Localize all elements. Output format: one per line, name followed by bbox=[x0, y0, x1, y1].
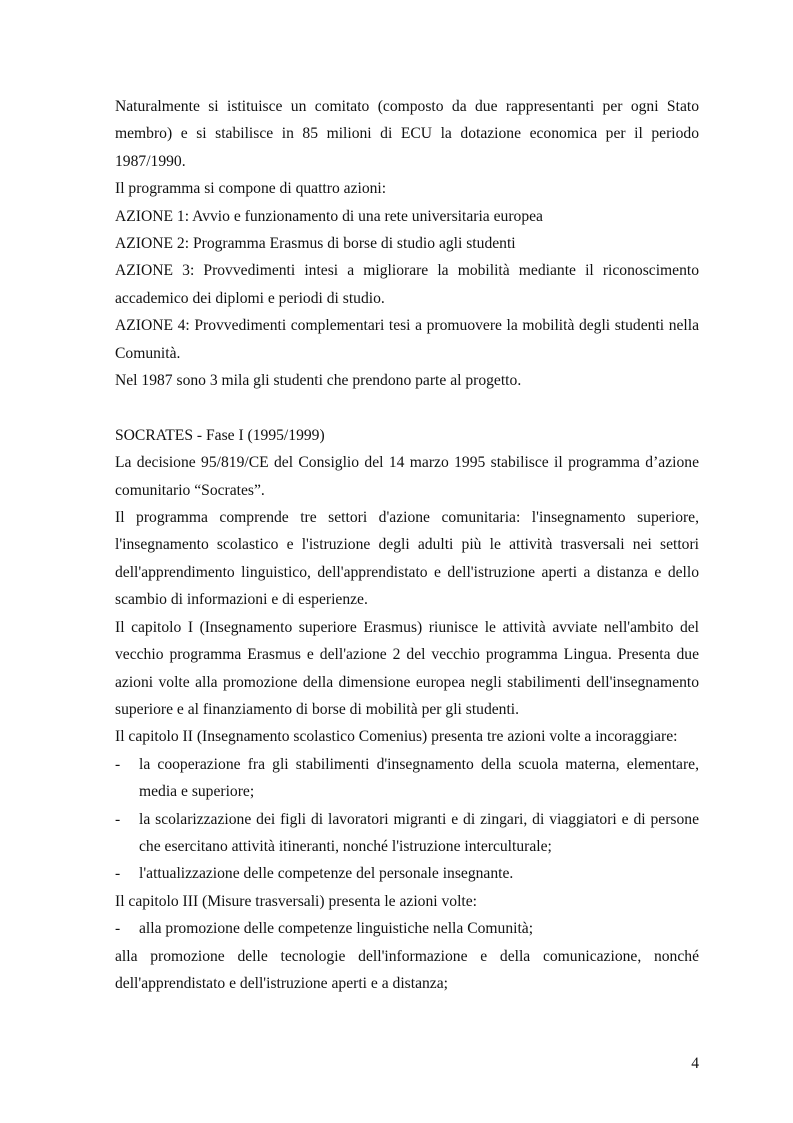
paragraph-studenti-1987: Nel 1987 sono 3 mila gli studenti che prendono parte al progetto. bbox=[115, 372, 522, 390]
paragraph-capitolo-3: Il capitolo III (Misure trasversali) presenta le azioni volte: bbox=[115, 892, 477, 910]
bullet-dash: - bbox=[115, 810, 121, 828]
azione-1: AZIONE 1: Avvio e funzionamento di una rete universitaria europea bbox=[115, 207, 543, 225]
section-heading-socrates: SOCRATES - Fase I (1995/1999) bbox=[115, 426, 325, 444]
bullet-dash: - bbox=[115, 865, 121, 883]
list-item bbox=[115, 806, 699, 861]
azione-4: AZIONE 4: Provvedimenti complementari tesi a promuovere la mobilità degli studenti nella Comunità. bbox=[115, 317, 699, 362]
page-number: 4 bbox=[691, 1055, 699, 1072]
page-body bbox=[115, 93, 699, 997]
list-item-text: la scolarizzazione dei figli di lavoratori migranti e di zingari, di viaggiatori e di persone che esercitano attività itineranti, nonché l'istruzione interculturale; bbox=[139, 810, 699, 855]
paragraph-settori: Il programma comprende tre settori d'azione comunitaria: l'insegnamento superiore, l'insegnamento scolastico e l'istruzione degli adulti più le attività trasversali nei settori dell'apprendimento linguistico, dell'apprendistato e dell'istruzione aperti a distanza e dello scambio di informazioni e di esperienze. bbox=[115, 509, 699, 609]
azione-3: AZIONE 3: Provvedimenti intesi a migliorare la mobilità mediante il riconoscimento accademico dei diplomi e periodi di studio. bbox=[115, 262, 699, 307]
bullet-dash: - bbox=[115, 755, 121, 773]
list-item-text: l'attualizzazione delle competenze del personale insegnante. bbox=[139, 865, 514, 883]
list-item-text: la cooperazione fra gli stabilimenti d'insegnamento della scuola materna, elementare, media e superiore; bbox=[139, 755, 699, 801]
list-item bbox=[115, 860, 699, 887]
paragraph-comitato: Naturalmente si istituisce un comitato (composto da due rappresentanti per ogni Stato membro) e si stabilisce in 85 milioni di ECU la dotazione economica per il periodo 1987/1990. bbox=[115, 98, 699, 170]
list-item-text: alla promozione delle competenze linguistiche nella Comunità; bbox=[139, 920, 534, 938]
paragraph-decisione: La decisione 95/819/CE del Consiglio del 14 marzo 1995 stabilisce il programma d’azione comunitario “Socrates”. bbox=[115, 454, 699, 499]
bullet-dash: - bbox=[115, 920, 121, 938]
azione-2: AZIONE 2: Programma Erasmus di borse di studio agli studenti bbox=[115, 235, 516, 253]
list-item bbox=[115, 915, 699, 942]
list-item bbox=[115, 751, 699, 806]
paragraph-tecnologie: alla promozione delle tecnologie dell'informazione e della comunicazione, nonché dell'apprendistato e dell'istruzione aperti e a distanza; bbox=[115, 947, 699, 992]
section-spacer bbox=[115, 394, 699, 421]
paragraph-quattro-azioni: Il programma si compone di quattro azioni: bbox=[115, 180, 387, 198]
paragraph-capitolo-1: Il capitolo I (Insegnamento superiore Erasmus) riunisce le attività avviate nell'ambito del vecchio programma Erasmus e dell'azione 2 del vecchio programma Lingua. Presenta due azioni volte alla promozione della dimensione europea negli stabilimenti dell'insegnamento superiore e al finanziamento di borse di mobilità per gli studenti. bbox=[115, 618, 699, 718]
paragraph-capitolo-2: Il capitolo II (Insegnamento scolastico Comenius) presenta tre azioni volte a incoraggiare: bbox=[115, 728, 678, 746]
